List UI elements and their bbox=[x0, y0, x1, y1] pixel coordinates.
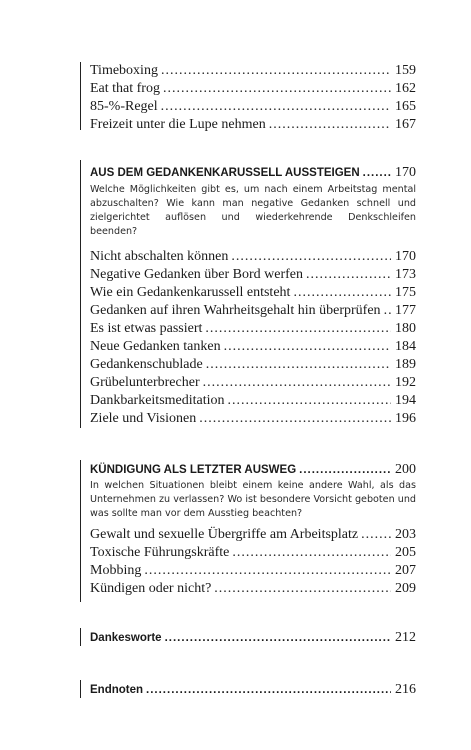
dot-leader bbox=[161, 98, 391, 116]
toc-entry-page: 212 bbox=[395, 630, 416, 645]
dot-leader bbox=[232, 544, 391, 562]
chapter-title: AUS DEM GEDANKENKARUSSELL AUSSTEIGEN bbox=[90, 167, 360, 179]
toc-entry-page: 170 bbox=[395, 249, 416, 264]
dot-leader bbox=[144, 562, 391, 580]
section-rule-top bbox=[80, 62, 81, 130]
toc-entry-title: Mobbing bbox=[90, 563, 142, 578]
dot-leader bbox=[231, 248, 391, 266]
dot-leader bbox=[306, 266, 391, 284]
toc-entry-page: 159 bbox=[395, 63, 416, 78]
toc-entry[interactable] bbox=[90, 302, 416, 320]
toc-entry[interactable] bbox=[90, 392, 416, 410]
dot-leader bbox=[293, 284, 391, 302]
toc-entry[interactable] bbox=[90, 338, 416, 356]
section-rule-gedankenkarussell bbox=[80, 160, 81, 428]
dot-leader bbox=[361, 526, 391, 544]
chapter-title: KÜNDIGUNG ALS LETZTER AUSWEG bbox=[90, 464, 297, 476]
toc-entry-page: 196 bbox=[395, 411, 416, 426]
toc-entry-page: 216 bbox=[395, 682, 416, 697]
toc-entry-title: Grübelunterbrecher bbox=[90, 375, 200, 390]
toc-entry-page: 165 bbox=[395, 99, 416, 114]
toc-entry-page: 205 bbox=[395, 545, 416, 560]
toc-entry-page: 209 bbox=[395, 581, 416, 596]
toc-entry-title: Gedankenschublade bbox=[90, 357, 203, 372]
chapter-page: 170 bbox=[395, 165, 416, 180]
toc-entry-page: 194 bbox=[395, 393, 416, 408]
toc-entry-page: 162 bbox=[395, 81, 416, 96]
toc-entry-title: Eat that frog bbox=[90, 81, 160, 96]
dot-leader bbox=[163, 80, 391, 98]
chapter-heading-kuendigung[interactable] bbox=[90, 461, 416, 479]
toc-entry[interactable] bbox=[90, 62, 416, 80]
dot-leader bbox=[228, 392, 391, 410]
toc-entry-endnoten[interactable] bbox=[90, 681, 416, 699]
chapter-heading-gedankenkarussell[interactable] bbox=[90, 164, 416, 182]
dot-leader bbox=[203, 374, 391, 392]
toc-entry-title: Timeboxing bbox=[90, 63, 158, 78]
toc-entry[interactable] bbox=[90, 544, 416, 562]
toc-entry-title: Gewalt und sexuelle Übergriffe am Arbeitsplatz bbox=[90, 527, 359, 542]
toc-entry-page: 189 bbox=[395, 357, 416, 372]
toc-entry-page: 207 bbox=[395, 563, 416, 578]
toc-entry-title: Dankesworte bbox=[90, 632, 162, 644]
toc-entry-title: Negative Gedanken über Bord werfen bbox=[90, 267, 304, 282]
toc-entry-title: 85-%-Regel bbox=[90, 99, 158, 114]
toc-entry-title: Toxische Führungskräfte bbox=[90, 545, 230, 560]
dot-leader bbox=[269, 116, 391, 134]
dot-leader bbox=[165, 629, 391, 647]
toc-entry-title: Freizeit unter die Lupe nehmen bbox=[90, 117, 266, 132]
dot-leader bbox=[214, 580, 391, 598]
toc-entry-page: 175 bbox=[395, 285, 416, 300]
toc-entry-title: Wie ein Gedankenkarussell entsteht bbox=[90, 285, 291, 300]
dot-leader bbox=[161, 62, 391, 80]
toc-entry-dankesworte[interactable] bbox=[90, 629, 416, 647]
toc-entry-page: 177 bbox=[395, 303, 416, 318]
toc-entry-title: Endnoten bbox=[90, 684, 144, 696]
dot-leader bbox=[363, 164, 391, 182]
section-rule-endnoten bbox=[80, 680, 81, 698]
dot-leader bbox=[206, 356, 391, 374]
toc-entry-page: 173 bbox=[395, 267, 416, 282]
toc-entry[interactable] bbox=[90, 410, 416, 428]
chapter-description: In welchen Situationen bleibt einem keine andere Wahl, als das Unternehmen zu verlassen? Wo ist besondere Vorsicht geboten und was sollte man vor dem Ausstieg beachten? bbox=[90, 480, 416, 519]
toc-entry[interactable] bbox=[90, 266, 416, 284]
toc-entry[interactable] bbox=[90, 320, 416, 338]
toc-entry-title: Es ist etwas passiert bbox=[90, 321, 203, 336]
toc-entry-page: 180 bbox=[395, 321, 416, 336]
dot-leader bbox=[199, 410, 391, 428]
toc-entry-title: Dankbarkeitsmeditation bbox=[90, 393, 225, 408]
toc-entry[interactable] bbox=[90, 580, 416, 598]
toc-entry-page: 184 bbox=[395, 339, 416, 354]
toc-entry-title: Nicht abschalten können bbox=[90, 249, 229, 264]
toc-entry[interactable] bbox=[90, 562, 416, 580]
dot-leader bbox=[299, 461, 391, 479]
chapter-description: Welche Möglichkeiten gibt es, um nach einem Arbeitstag mental abzuschalten? Wie kann man negative Gedanken schnell und zielgerichtet auflösen und wiederkehrende Denkschleifen beenden? bbox=[90, 184, 416, 237]
dot-leader bbox=[146, 681, 391, 699]
toc-entry-title: Kündigen oder nicht? bbox=[90, 581, 212, 596]
toc-entry-page: 192 bbox=[395, 375, 416, 390]
dot-leader bbox=[205, 320, 391, 338]
toc-entry[interactable] bbox=[90, 356, 416, 374]
section-rule-kuendigung bbox=[80, 460, 81, 602]
toc-entry[interactable] bbox=[90, 526, 416, 544]
toc-entry[interactable] bbox=[90, 116, 416, 134]
toc-entry[interactable] bbox=[90, 374, 416, 392]
toc-entry[interactable] bbox=[90, 80, 416, 98]
toc-entry-title: Neue Gedanken tanken bbox=[90, 339, 221, 354]
toc-entry[interactable] bbox=[90, 284, 416, 302]
dot-leader bbox=[384, 302, 391, 320]
toc-entry-page: 203 bbox=[395, 527, 416, 542]
toc-entry-title: Gedanken auf ihren Wahrheitsgehalt hin überprüfen bbox=[90, 303, 381, 318]
toc-entry[interactable] bbox=[90, 98, 416, 116]
toc-entry-title: Ziele und Visionen bbox=[90, 411, 197, 426]
toc-entry[interactable] bbox=[90, 248, 416, 266]
section-rule-dankesworte bbox=[80, 628, 81, 646]
dot-leader bbox=[224, 338, 391, 356]
toc-entry-page: 167 bbox=[395, 117, 416, 132]
chapter-page: 200 bbox=[395, 462, 416, 477]
